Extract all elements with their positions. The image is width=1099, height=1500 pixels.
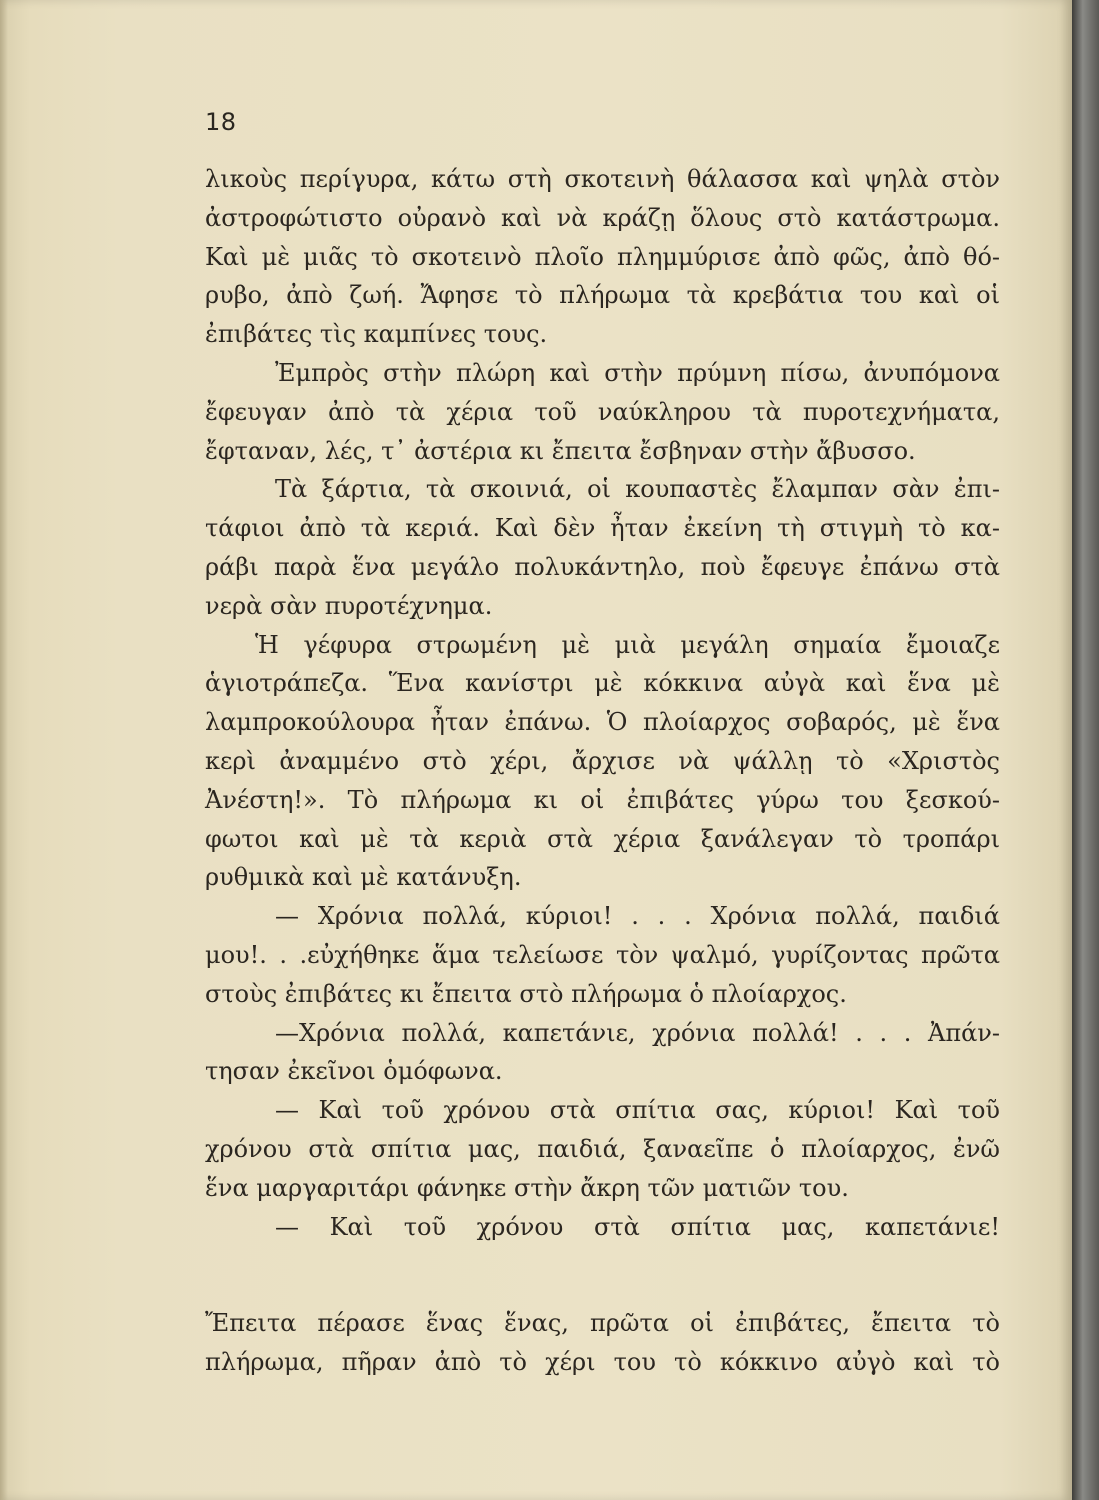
text-line: νερὰ σὰν πυροτέχνημα. — [205, 591, 493, 620]
text-line: Τὰ ξάρτια, τὰ σκοινιά, οἱ κουπαστὲς ἔλαμπαν σὰν ἐπι- — [275, 475, 1000, 504]
text-line: μου!. . .εὐχήθηκε ἅμα τελείωσε τὸν ψαλμό, γυρίζοντας πρῶτα — [205, 940, 1000, 969]
text-line: —Χρόνια πολλά, καπετάνιε, χρόνια πολλά! . . . Ἀπάν- — [275, 1018, 1000, 1047]
text-line: — Καὶ τοῦ χρόνου στὰ σπίτια μας, καπετάνιε! — [275, 1212, 1000, 1241]
text-line: ἕνα μαργαριτάρι φάνηκε στὴν ἄκρη τῶν ματιῶν του. — [205, 1173, 849, 1202]
text-line: ράβι παρὰ ἕνα μεγάλο πολυκάντηλο, ποὺ ἔφευγε ἐπάνω στὰ — [205, 552, 1000, 581]
book-spine — [1072, 0, 1099, 1500]
text-line: ἔφταναν, λές, τ᾽ ἀστέρια κι ἔπειτα ἔσβηναν στὴν ἄβυσσο. — [205, 436, 916, 465]
text-line: τησαν ἐκεῖνοι ὁμόφωνα. — [205, 1057, 503, 1086]
text-line: φωτοι καὶ μὲ τὰ κεριὰ στὰ χέρια ξανάλεγαν τὸ τροπάρι — [205, 824, 1000, 853]
text-line: ρυθμικὰ καὶ μὲ κατάνυξη. — [205, 863, 522, 892]
text-line: χρόνου στὰ σπίτια μας, παιδιά, ξαναεῖπε ὁ πλοίαρχος, ἐνῶ — [205, 1134, 1000, 1163]
text-line: ἁγιοτράπεζα. Ἕνα κανίστρι μὲ κόκκινα αὐγὰ καὶ ἕνα μὲ — [205, 669, 1000, 698]
page-left-edge — [0, 0, 8, 1500]
text-line: ρυβο, ἀπὸ ζωή. Ἄφησε τὸ πλήρωμα τὰ κρεβάτια του καὶ οἱ — [205, 281, 1000, 310]
text-line: πλήρωμα, πῆραν ἀπὸ τὸ χέρι του τὸ κόκκινο αὐγὸ καὶ τὸ — [205, 1348, 1000, 1377]
text-line: Καὶ μὲ μιᾶς τὸ σκοτεινὸ πλοῖο πλημμύρισε ἀπὸ φῶς, ἀπὸ θό- — [205, 242, 1000, 271]
body-text — [205, 160, 1000, 1382]
text-line: λαμπροκούλουρα ἦταν ἐπάνω. Ὁ πλοίαρχος σοβαρός, μὲ ἕνα — [205, 708, 1000, 737]
text-line: ἀστροφώτιστο οὐρανὸ καὶ νὰ κράζῃ ὅλους στὸ κατάστρωμα. — [205, 203, 1000, 232]
page-number: 18 — [205, 108, 237, 136]
text-line: Ἡ γέφυρα στρωμένη μὲ μιὰ μεγάλη σημαία ἔμοιαζε — [255, 630, 1000, 659]
text-line: Ἐμπρὸς στὴν πλώρη καὶ στὴν πρύμνη πίσω, ἀνυπόμονα — [275, 358, 1000, 387]
text-line: κερὶ ἀναμμένο στὸ χέρι, ἄρχισε νὰ ψάλλῃ τὸ «Χριστὸς — [205, 746, 1000, 775]
text-line: Ἀνέστη!». Τὸ πλήρωμα κι οἱ ἐπιβάτες γύρω του ξεσκού- — [205, 785, 1000, 814]
text-line: τάφιοι ἀπὸ τὰ κεριά. Καὶ δὲν ἦταν ἐκείνη τὴ στιγμὴ τὸ κα- — [205, 514, 1000, 543]
text-line: Ἔπειτα πέρασε ἕνας ἕνας, πρῶτα οἱ ἐπιβάτες, ἔπειτα τὸ — [205, 1309, 1000, 1338]
text-line: λικοὺς περίγυρα, κάτω στὴ σκοτεινὴ θάλασσα καὶ ψηλὰ στὸν — [205, 165, 1000, 193]
text-line: — Χρόνια πολλά, κύριοι! . . . Χρόνια πολλά, παιδιά — [275, 902, 1000, 931]
text-line: ἔφευγαν ἀπὸ τὰ χέρια τοῦ ναύκληρου τὰ πυροτεχνήματα, — [205, 397, 1000, 426]
paragraph-gap — [205, 1246, 1000, 1304]
text-line: ἐπιβάτες τὶς καμπίνες τους. — [205, 320, 548, 349]
text-line: στοὺς ἐπιβάτες κι ἔπειτα στὸ πλήρωμα ὁ πλοίαρχος. — [205, 979, 847, 1008]
text-line: — Καὶ τοῦ χρόνου στὰ σπίτια σας, κύριοι! Καὶ τοῦ — [275, 1096, 1000, 1125]
